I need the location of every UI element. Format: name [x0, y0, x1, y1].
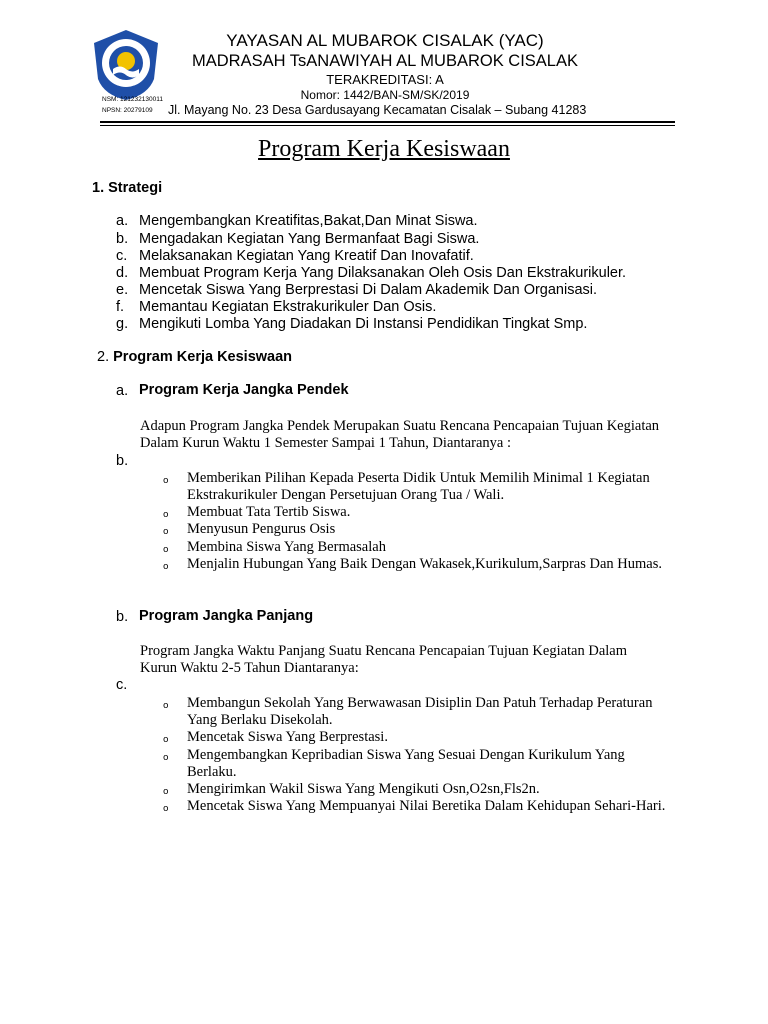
long-term-marker: b.: [116, 609, 129, 625]
short-term-item: Membina Siswa Yang Bermasalah: [187, 539, 386, 555]
strategy-item: Mengembangkan Kreatifitas,Bakat,Dan Minat Siswa.: [139, 213, 478, 229]
long-term-intro-line: Kurun Waktu 2-5 Tahun Diantaranya:: [140, 660, 359, 676]
strategy-marker: a.: [116, 213, 129, 229]
short-term-marker: a.: [116, 383, 129, 399]
letterhead-rule-thin: [100, 125, 675, 126]
long-term-heading: Program Jangka Panjang: [139, 608, 314, 624]
bullet-icon: o: [163, 476, 169, 486]
strategy-marker: e.: [116, 282, 129, 298]
long-term-item: Mencetak Siswa Yang Berprestasi.: [187, 729, 388, 745]
strategy-marker: b.: [116, 231, 129, 247]
foundation-name: YAYASAN AL MUBAROK CISALAK (YAC): [226, 31, 544, 50]
bullet-icon: o: [163, 527, 169, 537]
short-term-item-continued: Ekstrakurikuler Dengan Persetujuan Orang Tua / Wali.: [187, 487, 505, 503]
bullet-icon: o: [163, 735, 169, 745]
strategy-marker: f.: [116, 299, 125, 315]
strategy-marker: c.: [116, 248, 128, 264]
stray-list-marker: c.: [116, 677, 128, 693]
letterhead-rule-thick: [100, 121, 675, 123]
section-2-title: Program Kerja Kesiswaan: [113, 349, 293, 365]
bullet-icon: o: [163, 804, 169, 814]
bullet-icon: o: [163, 562, 169, 572]
section-2-number: 2.: [97, 349, 110, 365]
bullet-icon: o: [163, 510, 169, 520]
strategy-item: Mengadakan Kegiatan Yang Bermanfaat Bagi Siswa.: [139, 231, 480, 247]
short-term-item: Membuat Tata Tertib Siswa.: [187, 504, 351, 520]
long-term-intro-line: Program Jangka Waktu Panjang Suatu Rencana Pencapaian Tujuan Kegiatan Dalam: [140, 643, 628, 659]
nsm-number: NSM: 121232130011: [102, 96, 163, 103]
stray-list-marker: b.: [116, 453, 129, 469]
bullet-icon: o: [163, 787, 169, 797]
long-term-item: Membangun Sekolah Yang Berwawasan Disiplin Dan Patuh Terhadap Peraturan: [187, 695, 653, 711]
document-title: Program Kerja Kesiswaan: [258, 136, 510, 162]
strategy-item: Mengikuti Lomba Yang Diadakan Di Instansi Pendidikan Tingkat Smp.: [139, 316, 588, 332]
section-1-heading: [92, 180, 162, 196]
school-name: MADRASAH TsANAWIYAH AL MUBAROK CISALAK: [191, 52, 578, 70]
section-2-heading: [97, 349, 292, 365]
accreditation: TERAKREDITASI: A: [326, 72, 444, 87]
bullet-icon: o: [163, 753, 169, 763]
long-term-item: Mencetak Siswa Yang Mempuanyai Nilai Beretika Dalam Kehidupan Sehari-Hari.: [187, 798, 666, 814]
short-term-item: Memberikan Pilihan Kepada Peserta Didik Untuk Memilih Minimal 1 Kegiatan: [187, 470, 650, 486]
long-term-item-continued: Yang Berlaku Disekolah.: [187, 712, 333, 728]
strategy-item: Melaksanakan Kegiatan Yang Kreatif Dan Inovafatif.: [139, 248, 474, 264]
section-1-title: Strategi: [108, 180, 163, 196]
short-term-item: Menyusun Pengurus Osis: [187, 521, 336, 537]
short-term-item: Menjalin Hubungan Yang Baik Dengan Wakasek,Kurikulum,Sarpras Dan Humas.: [187, 556, 662, 572]
school-logo: [93, 29, 159, 101]
long-term-item: Mengirimkan Wakil Siswa Yang Mengikuti Osn,O2sn,Fls2n.: [187, 781, 540, 797]
long-term-item: Mengembangkan Kepribadian Siswa Yang Sesuai Dengan Kurikulum Yang: [187, 747, 625, 763]
short-term-heading: Program Kerja Jangka Pendek: [139, 382, 349, 398]
strategy-marker: d.: [116, 265, 129, 281]
decree-number: Nomor: 1442/BAN-SM/SK/2019: [300, 88, 470, 102]
school-address: Jl. Mayang No. 23 Desa Gardusayang Kecamatan Cisalak – Subang 41283: [168, 103, 587, 117]
short-term-intro-line: Adapun Program Jangka Pendek Merupakan Suatu Rencana Pencapaian Tujuan Kegiatan: [140, 418, 660, 434]
short-term-intro-line: Dalam Kurun Waktu 1 Semester Sampai 1 Tahun, Diantaranya :: [140, 435, 511, 451]
strategy-item: Mencetak Siswa Yang Berprestasi Di Dalam Akademik Dan Organisasi.: [139, 282, 598, 298]
strategy-item: Memantau Kegiatan Ekstrakurikuler Dan Osis.: [139, 299, 437, 315]
long-term-item-continued: Berlaku.: [187, 764, 237, 780]
npsn-number: NPSN: 20279109: [102, 107, 153, 114]
strategy-item: Membuat Program Kerja Yang Dilaksanakan Oleh Osis Dan Ekstrakurikuler.: [139, 265, 627, 281]
strategy-marker: g.: [116, 316, 129, 332]
bullet-icon: o: [163, 545, 169, 555]
section-1-number: 1.: [92, 180, 105, 196]
bullet-icon: o: [163, 701, 169, 711]
